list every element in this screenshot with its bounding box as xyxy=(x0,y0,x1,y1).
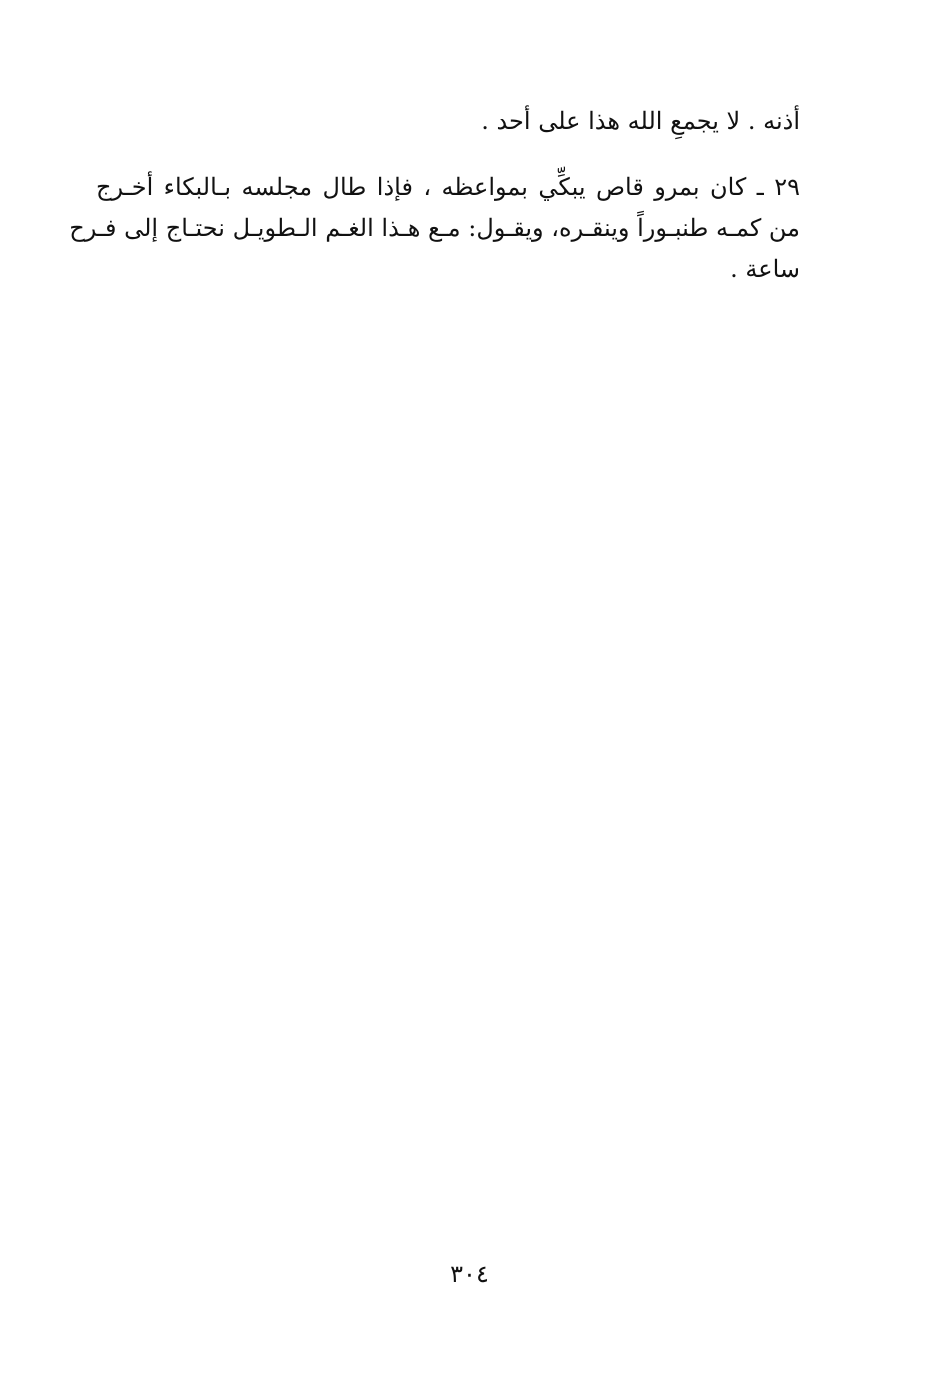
text-line-end-of-previous-entry: أذنه . لا يجمعِ الله هذا على أحد . xyxy=(481,107,800,135)
page-number: ٣٠٤ xyxy=(450,1260,489,1288)
text-line-entry-29-continued: من كمـه طنبـوراً وينقـره، ويقـول: مـع هـذا الغـم الـطويـل نحتـاج إلى فـرح xyxy=(69,214,800,242)
text-line-entry-29-start: ٢٩ ـ كان بمرو قاص يبكِّي بمواعظه ، فإذا طال مجلسه بـالبكاء أخـرج xyxy=(96,173,800,201)
text-line-entry-29-end: ساعة . xyxy=(730,255,800,283)
